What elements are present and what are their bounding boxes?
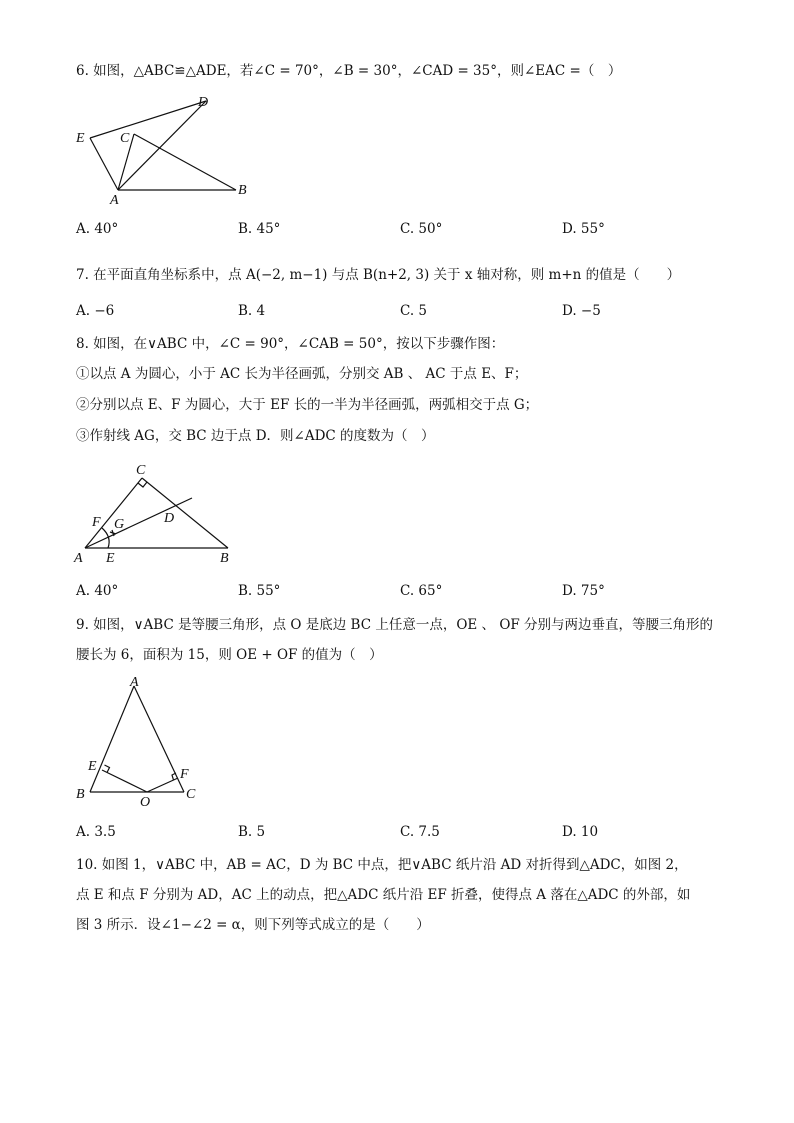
q8-option-d[interactable]: D. 75° <box>562 583 605 599</box>
q9-label-a: A <box>130 675 139 690</box>
q8-step-1: ①以点 A 为圆心，小于 AC 长为半径画弧，分别交 AB 、 AC 于点 E、F； <box>76 366 528 382</box>
q9-label-b: B <box>76 787 85 802</box>
q9-option-b[interactable]: B. 5 <box>238 824 266 840</box>
q8-label-e: E <box>106 551 115 566</box>
q6-option-b[interactable]: B. 45° <box>238 221 281 237</box>
q8-step-2: ②分别以点 E、F 为圆心，大于 EF 长的一半为半径画弧，两弧相交于点 G； <box>76 397 539 413</box>
q8-label-c: C <box>136 463 146 478</box>
q8-option-c[interactable]: C. 65° <box>400 583 443 599</box>
q8-option-a[interactable]: A. 40° <box>76 583 119 599</box>
q9-option-c[interactable]: C. 7.5 <box>400 824 440 840</box>
q9-label-f: F <box>180 767 189 782</box>
q10-line-2: 点 E 和点 F 分别为 AD，AC 上的动点，把△ADC 纸片沿 EF 折叠，使得点 A 落在△ADC 的外部，如 <box>76 887 691 903</box>
q9-stem-line-1: 9. 如图，∨ABC 是等腰三角形，点 O 是底边 BC 上任意一点，OE 、 OF 分别与两边垂直，等腰三角形的 <box>76 617 714 633</box>
q6-label-b: B <box>238 183 247 198</box>
q6-stem: 6. 如图，△ABC≌△ADE，若∠C = 70°，∠B = 30°，∠CAD = 35°，则∠EAC =（ ） <box>76 63 622 79</box>
q9-label-e: E <box>88 759 97 774</box>
q8-step-3: ③作射线 AG，交 BC 边于点 D．则∠ADC 的度数为（ ） <box>76 428 435 444</box>
q8-label-b: B <box>220 551 229 566</box>
q8-stem: 8. 如图，在∨ABC 中，∠C = 90°，∠CAB = 50°，按以下步骤作图： <box>76 336 505 352</box>
q7-option-c[interactable]: C. 5 <box>400 303 428 319</box>
q6-label-a: A <box>110 193 119 208</box>
q9-label-o: O <box>140 795 151 810</box>
q8-label-f: F <box>92 515 101 530</box>
q9-option-d[interactable]: D. 10 <box>562 824 599 840</box>
q8-label-g: G <box>114 517 125 532</box>
q7-stem: 7. 在平面直角坐标系中，点 A(−2, m−1) 与点 B(n+2, 3) 关于 x 轴对称，则 m+n 的值是（ ） <box>76 267 681 283</box>
q6-option-a[interactable]: A. 40° <box>76 221 119 237</box>
q9-stem-line-2: 腰长为 6，面积为 15，则 OE + OF 的值为（ ） <box>76 647 383 663</box>
q8-option-b[interactable]: B. 55° <box>238 583 281 599</box>
q7-option-d[interactable]: D. −5 <box>562 303 601 319</box>
q9-option-a[interactable]: A. 3.5 <box>76 824 116 840</box>
q7-option-a[interactable]: A. −6 <box>76 303 115 319</box>
q8-label-a: A <box>74 551 83 566</box>
q9-label-c: C <box>186 787 196 802</box>
q6-option-d[interactable]: D. 55° <box>562 221 605 237</box>
q8-label-d: D <box>164 511 175 526</box>
q6-label-e: E <box>76 131 85 146</box>
q9-figure <box>70 672 220 812</box>
q10-line-3: 图 3 所示．设∠1−∠2 = α，则下列等式成立的是（ ） <box>76 917 430 933</box>
q6-label-c: C <box>120 131 130 146</box>
q7-option-b[interactable]: B. 4 <box>238 303 266 319</box>
q6-option-c[interactable]: C. 50° <box>400 221 443 237</box>
q6-figure <box>70 90 270 210</box>
q10-line-1: 10. 如图 1，∨ABC 中，AB = AC，D 为 BC 中点，把∨ABC 纸片沿 AD 对折得到△ADC，如图 2， <box>76 857 688 873</box>
q8-figure <box>70 458 270 568</box>
q6-label-d: D <box>198 95 209 110</box>
